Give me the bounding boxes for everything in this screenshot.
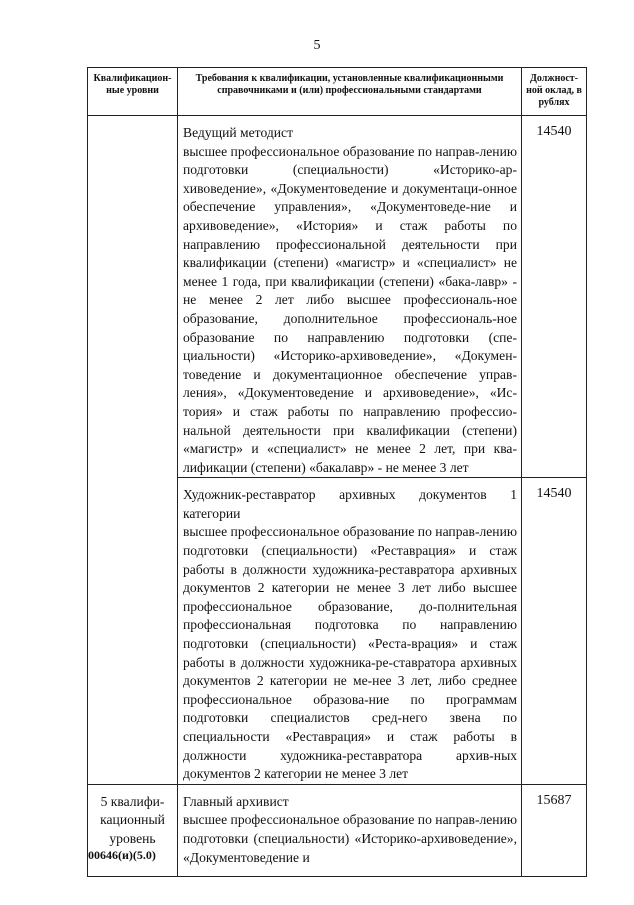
salary-cell: 14540 bbox=[522, 116, 587, 478]
level-cell bbox=[88, 116, 178, 785]
page-number: 5 bbox=[313, 38, 321, 53]
header-requirements: Требования к квалификации, установленные квалификационными справочниками и (или) профессиональными стандартами bbox=[178, 68, 522, 116]
table-row bbox=[88, 116, 587, 478]
level-cell: 5 квалифи-кационный уровень bbox=[88, 784, 178, 876]
header-qualification-levels: Квалификацион-ные уровни bbox=[88, 68, 178, 116]
job-title: Ведущий методист bbox=[183, 125, 294, 140]
qualification-table bbox=[87, 67, 587, 877]
job-description: высшее профессиональное образование по направ-лению подготовки (специальности) «Историко-архивоведение», «Документоведение и bbox=[183, 812, 517, 865]
requirements-cell bbox=[178, 116, 522, 478]
requirements-cell bbox=[178, 784, 522, 876]
salary-cell: 15687 bbox=[522, 784, 587, 876]
salary-cell: 14540 bbox=[522, 478, 587, 785]
requirements-cell bbox=[178, 478, 522, 785]
job-title: Главный архивист bbox=[183, 793, 289, 809]
document-code: 00646(и)(5.0) bbox=[88, 848, 156, 862]
job-title: Художник-реставратор архивных документов 1 категории bbox=[183, 487, 517, 521]
table-header-row bbox=[88, 68, 587, 116]
header-salary: Должност-ной оклад, в рублях bbox=[522, 68, 587, 116]
table-row bbox=[88, 784, 587, 876]
job-description: высшее профессиональное образование по направ-лению подготовки (специальности) «Историко-ар-хивоведение», «Документоведение и документаци-онное обеспечение управления», «Документоведе-ние и архивоведение», «История» и стаж работы по направлению профессиональной деятельности при квалификации (степени) «магистр» и «специалист» не менее 1 года, при квалификации (степени) «бака-лавр» - не менее 2 лет либо высшее профессиональ-ное образование, дополнительное профессиональ-ное образование по направлению подготовки (спе-циальности) «Историко-архивоведение», «Докумен-товедение и документационное обеспечение управ-ления», «Документоведение и архивоведение», «Ис-тория» и стаж работы по направлению профессио-нальной деятельности при квалификации (степени) «магистр» и «специалист» не менее 2 лет, при ква-лификации (степени) «бакалавр» - не менее 3 лет bbox=[183, 143, 517, 475]
job-description: высшее профессиональное образование по направ-лению подготовки (специальности) «Реставрация» и стаж работы в должности художника-реставратора архивных документов 2 категории не менее 3 лет либо высшее профессиональное образование, до-полнительная профессиональная подготовка по направлению подготовки (специальности) «Реста-врация» и стаж работы в должности художника-ре-ставратора архивных документов 2 категории не ме-нее 3 лет, либо среднее профессиональное образова-ние по программам подготовки специалистов сред-него звена по специальности «Реставрация» и стаж работы в должности художника-реставратора архив-ных документов 2 категории не менее 3 лет bbox=[183, 524, 517, 782]
